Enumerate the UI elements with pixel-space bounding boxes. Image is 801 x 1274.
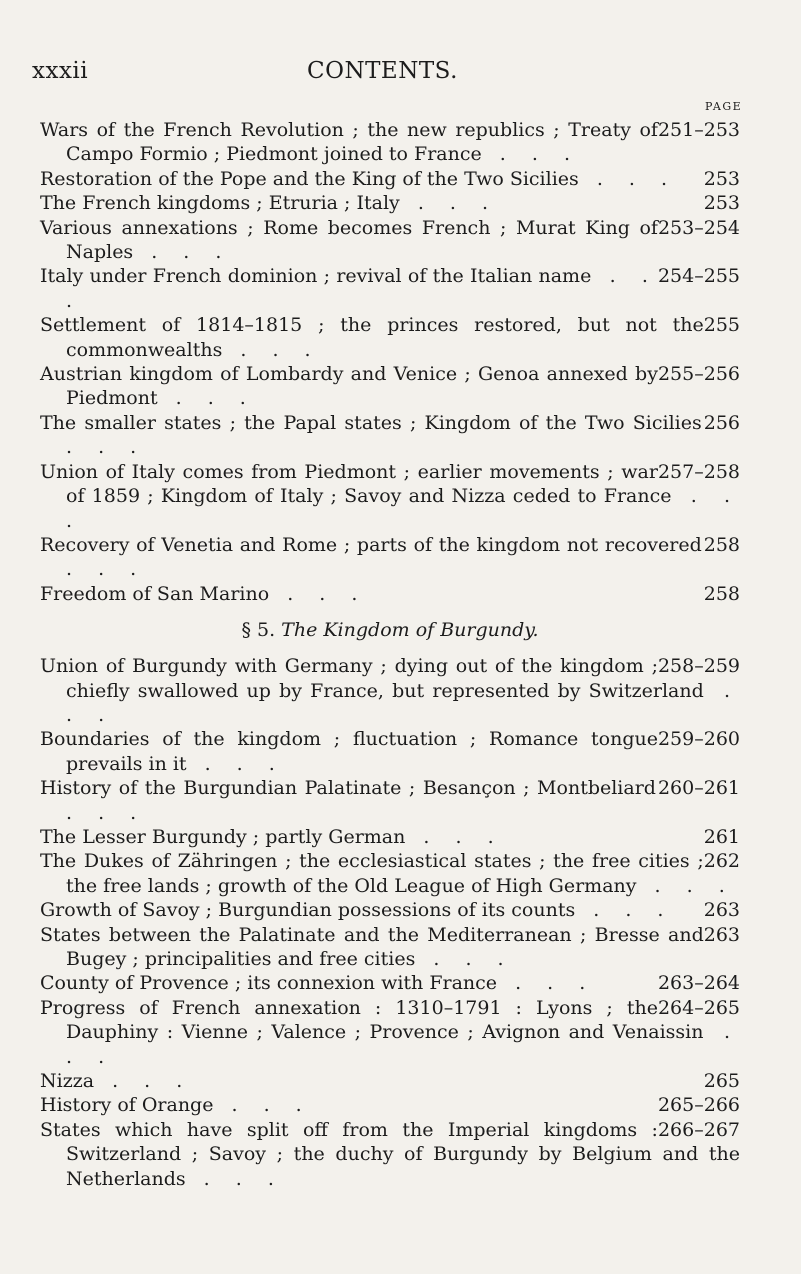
toc-entry-page: 259–260	[657, 728, 740, 751]
leader-dots: . . .	[96, 1070, 193, 1093]
toc-entry-text: Freedom of San Marino	[40, 582, 270, 605]
leader-dots: . . .	[66, 801, 147, 824]
contents-group-italy	[40, 118, 740, 606]
leader-dots: . . .	[401, 192, 499, 215]
leader-dots: . . .	[224, 338, 321, 361]
section-title: The Kingdom of Burgundy.	[281, 619, 539, 642]
toc-entry	[40, 264, 740, 313]
toc-entry-text: History of Orange	[40, 1094, 214, 1117]
toc-entry-page: 255	[703, 314, 740, 337]
toc-entry-page: 258	[703, 582, 740, 605]
toc-entry-text: Wars of the French Revolution ; the new republics ; Treaty of Campo Formio ; Piedmont joined to France	[40, 119, 658, 166]
toc-entry-page: 251–253	[657, 119, 740, 141]
toc-entry-page: 263	[703, 899, 740, 922]
toc-entry	[40, 996, 740, 1069]
toc-entry-text: Settlement of 1814–1815 ; the princes restored, but not the commonwealths	[40, 314, 704, 361]
toc-entry	[40, 971, 740, 995]
leader-dots: . . .	[187, 1167, 284, 1190]
toc-entry-text: Progress of French annexation : 1310–1791 : Lyons ; the Dauphiny : Vienne ; Valence ; Provence ; Avignon and Venaissin	[40, 996, 704, 1044]
leader-dots: . . .	[159, 387, 256, 410]
toc-entry	[40, 1093, 740, 1117]
toc-entry-text: Various annexations ; Rome becomes French ; Murat King of Naples	[40, 216, 658, 264]
toc-entry-text: Growth of Savoy ; Burgundian possessions of its counts	[40, 899, 576, 922]
toc-entry	[40, 460, 740, 533]
leader-dots: . . .	[66, 265, 658, 312]
toc-entry-text: The smaller states ; the Papal states ; Kingdom of the Two Sicilies	[40, 411, 702, 434]
toc-entry-page: 255–256	[657, 363, 740, 386]
page-number: xxxii	[32, 58, 89, 84]
leader-dots: . . .	[407, 825, 504, 848]
toc-entry-text: The Dukes of Zähringen ; the ecclesiastical states ; the free cities ; the free lands ; growth of the Old League of High Germany	[40, 850, 704, 897]
toc-entry-text: Restoration of the Pope and the King of the Two Sicilies	[40, 167, 579, 190]
toc-entry-text: Recovery of Venetia and Rome ; parts of the kingdom not recovered	[40, 533, 702, 556]
toc-entry	[40, 898, 740, 922]
leader-dots: . . .	[215, 1094, 312, 1117]
section-number: § 5.	[241, 619, 276, 642]
toc-entry	[40, 923, 740, 972]
contents-group-burgundy	[40, 654, 740, 1191]
toc-entry-page: 257–258	[657, 460, 740, 483]
toc-entry-page: 261	[703, 825, 740, 848]
page-column-label: PAGE	[705, 100, 743, 113]
contents-list	[40, 118, 740, 1191]
toc-entry	[40, 825, 740, 849]
toc-entry	[40, 1069, 740, 1093]
toc-entry-page: 263–264	[657, 972, 740, 995]
section-heading	[40, 618, 740, 642]
toc-entry	[40, 533, 740, 582]
toc-entry-page: 260–261	[657, 777, 740, 800]
toc-entry-text: Union of Italy comes from Piedmont ; earlier movements ; war of 1859 ; Kingdom of Italy ; Savoy and Nizza ceded to France	[40, 460, 672, 508]
toc-entry	[40, 582, 740, 606]
toc-entry-page: 265	[703, 1070, 740, 1093]
toc-entry-text: Austrian kingdom of Lombardy and Venice ; Genoa annexed by Piedmont	[40, 363, 658, 410]
toc-entry-text: Union of Burgundy with Germany ; dying out of the kingdom ; chiefly swallowed up by France, but represented by Switzerland	[40, 655, 704, 702]
toc-entry-text: States between the Palatinate and the Mediterranean ; Bresse and Bugey ; principalities and free cities	[40, 923, 704, 970]
leader-dots: . . .	[483, 143, 581, 166]
toc-entry	[40, 118, 740, 167]
toc-entry-text: Italy under French dominion ; revival of the Italian name	[40, 265, 592, 288]
toc-entry	[40, 654, 740, 727]
leader-dots: . . .	[638, 874, 735, 897]
leader-dots: . . .	[580, 167, 678, 190]
toc-entry-page: 263	[703, 923, 740, 946]
toc-entry	[40, 727, 740, 776]
leader-dots: . . .	[135, 241, 232, 264]
toc-entry-text: The French kingdoms ; Etruria ; Italy	[40, 192, 400, 215]
leader-dots: . . .	[66, 679, 740, 726]
toc-entry	[40, 216, 740, 265]
toc-entry-page: 265–266	[657, 1094, 740, 1117]
leader-dots: . . .	[577, 899, 674, 922]
toc-entry-text: History of the Burgundian Palatinate ; Besançon ; Montbeliard	[40, 777, 656, 800]
toc-entry	[40, 849, 740, 898]
leader-dots: . . .	[499, 972, 596, 995]
toc-entry-page: 258	[703, 533, 740, 556]
toc-entry-page: 262	[703, 850, 740, 873]
toc-entry	[40, 191, 740, 215]
toc-entry	[40, 1118, 740, 1191]
toc-entry-text: Nizza	[40, 1070, 95, 1093]
toc-entry	[40, 167, 740, 191]
leader-dots: . . .	[66, 558, 147, 581]
toc-entry-page: 253	[703, 192, 740, 215]
leader-dots: . . .	[188, 752, 285, 775]
leader-dots: . . .	[66, 436, 147, 459]
toc-entry	[40, 776, 740, 825]
toc-entry	[40, 411, 740, 460]
toc-entry-page: 258–259	[657, 655, 740, 678]
toc-entry-page: 254–255	[657, 265, 740, 288]
toc-entry-page: 266–267	[657, 1118, 740, 1141]
leader-dots: . . .	[66, 1021, 740, 1068]
toc-entry	[40, 313, 740, 362]
toc-entry-page: 253	[703, 167, 740, 190]
toc-entry-page: 256	[703, 411, 740, 434]
toc-entry	[40, 362, 740, 411]
leader-dots: . . .	[271, 582, 368, 605]
leader-dots: . . .	[66, 485, 740, 532]
toc-entry-page: 264–265	[657, 996, 740, 1019]
leader-dots: . . .	[417, 948, 514, 970]
toc-entry-text: County of Provence ; its connexion with France	[40, 972, 498, 995]
toc-entry-text: The Lesser Burgundy ; partly German	[40, 825, 406, 848]
toc-entry-page: 253–254	[657, 216, 740, 239]
toc-entry-text: Boundaries of the kingdom ; fluctuation ; Romance tongue prevails in it	[40, 728, 658, 775]
page-title: CONTENTS.	[307, 58, 458, 84]
toc-entry-text: States which have split off from the Imperial kingdoms : Switzerland ; Savoy ; the duchy of Burgundy by Belgium and the Netherlands	[40, 1118, 740, 1190]
